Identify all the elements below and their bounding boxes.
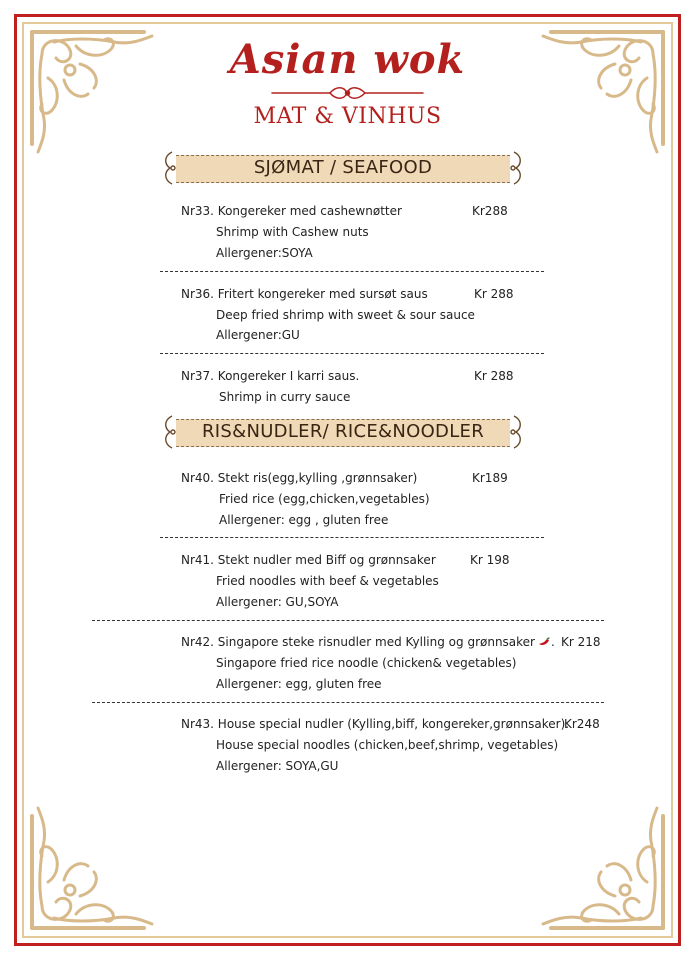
menu-item-name-tail: . bbox=[551, 635, 555, 649]
menu-item-allergens: Allergener: GU,SOYA bbox=[216, 595, 339, 609]
item-divider bbox=[160, 537, 544, 538]
menu-item-price: Kr 198 bbox=[470, 553, 510, 567]
section-title: SJØMAT / SEAFOOD bbox=[253, 157, 433, 178]
menu-item-price: Kr288 bbox=[472, 204, 508, 218]
menu-item-allergens: Allergener:SOYA bbox=[216, 246, 313, 260]
menu-item-name: Nr36. Fritert kongereker med sursøt saus bbox=[181, 287, 428, 301]
item-divider bbox=[92, 620, 604, 621]
menu-item-price: Kr248 bbox=[564, 717, 600, 731]
menu-item-name: Nr37. Kongereker I karri saus. bbox=[181, 369, 360, 383]
restaurant-name: Asian wok bbox=[229, 36, 466, 83]
section-banner-seafood bbox=[162, 150, 524, 186]
item-divider bbox=[160, 271, 544, 272]
item-divider bbox=[92, 702, 604, 703]
menu-item-allergens: Allergener: egg, gluten free bbox=[216, 677, 382, 691]
restaurant-subtitle: MAT & VINHUS bbox=[253, 104, 442, 129]
menu-item-english: Deep fried shrimp with sweet & sour sauce bbox=[216, 308, 475, 322]
menu-item-name: Nr43. House special nudler (Kylling,biff, kongereker,grønnsaker). bbox=[181, 717, 570, 731]
logo-flourish-divider bbox=[270, 84, 425, 102]
menu-item-allergens: Allergener: egg , gluten free bbox=[219, 513, 389, 527]
menu-item-allergens: Allergener: SOYA,GU bbox=[216, 759, 339, 773]
menu-item-allergens: Allergener:GU bbox=[216, 328, 300, 342]
menu-item-price: Kr189 bbox=[472, 471, 508, 485]
menu-item-name: Nr41. Stekt nudler med Biff og grønnsaker bbox=[181, 553, 436, 567]
menu-item-name: Nr40. Stekt ris(egg,kylling ,grønnsaker) bbox=[181, 471, 418, 485]
item-divider bbox=[160, 353, 544, 354]
menu-item-english: Fried rice (egg,chicken,vegetables) bbox=[219, 492, 430, 506]
menu-item-english: Singapore fried rice noodle (chicken& vegetables) bbox=[216, 656, 517, 670]
menu-item-english: Fried noodles with beef & vegetables bbox=[216, 574, 439, 588]
corner-ornament-bottom-left bbox=[24, 796, 164, 936]
corner-ornament-bottom-right bbox=[531, 796, 671, 936]
menu-item-price: Kr 288 bbox=[474, 369, 514, 383]
menu-item-name-row bbox=[181, 635, 555, 649]
chili-pepper-icon bbox=[537, 636, 551, 646]
menu-item-english: Shrimp in curry sauce bbox=[219, 390, 351, 404]
menu-item-english: Shrimp with Cashew nuts bbox=[216, 225, 369, 239]
menu-item-english: House special noodles (chicken,beef,shrimp, vegetables) bbox=[216, 738, 559, 752]
menu-item-price: Kr 218 bbox=[561, 635, 601, 649]
section-banner-rice-noodles bbox=[162, 414, 524, 450]
section-title: RIS&NUDLER/ RICE&NOODLER bbox=[201, 421, 485, 442]
menu-item-name: Nr33. Kongereker med cashewnøtter bbox=[181, 204, 402, 218]
menu-item-name: Nr42. Singapore steke risnudler med Kylling og grønnsaker bbox=[181, 635, 535, 649]
menu-item-price: Kr 288 bbox=[474, 287, 514, 301]
